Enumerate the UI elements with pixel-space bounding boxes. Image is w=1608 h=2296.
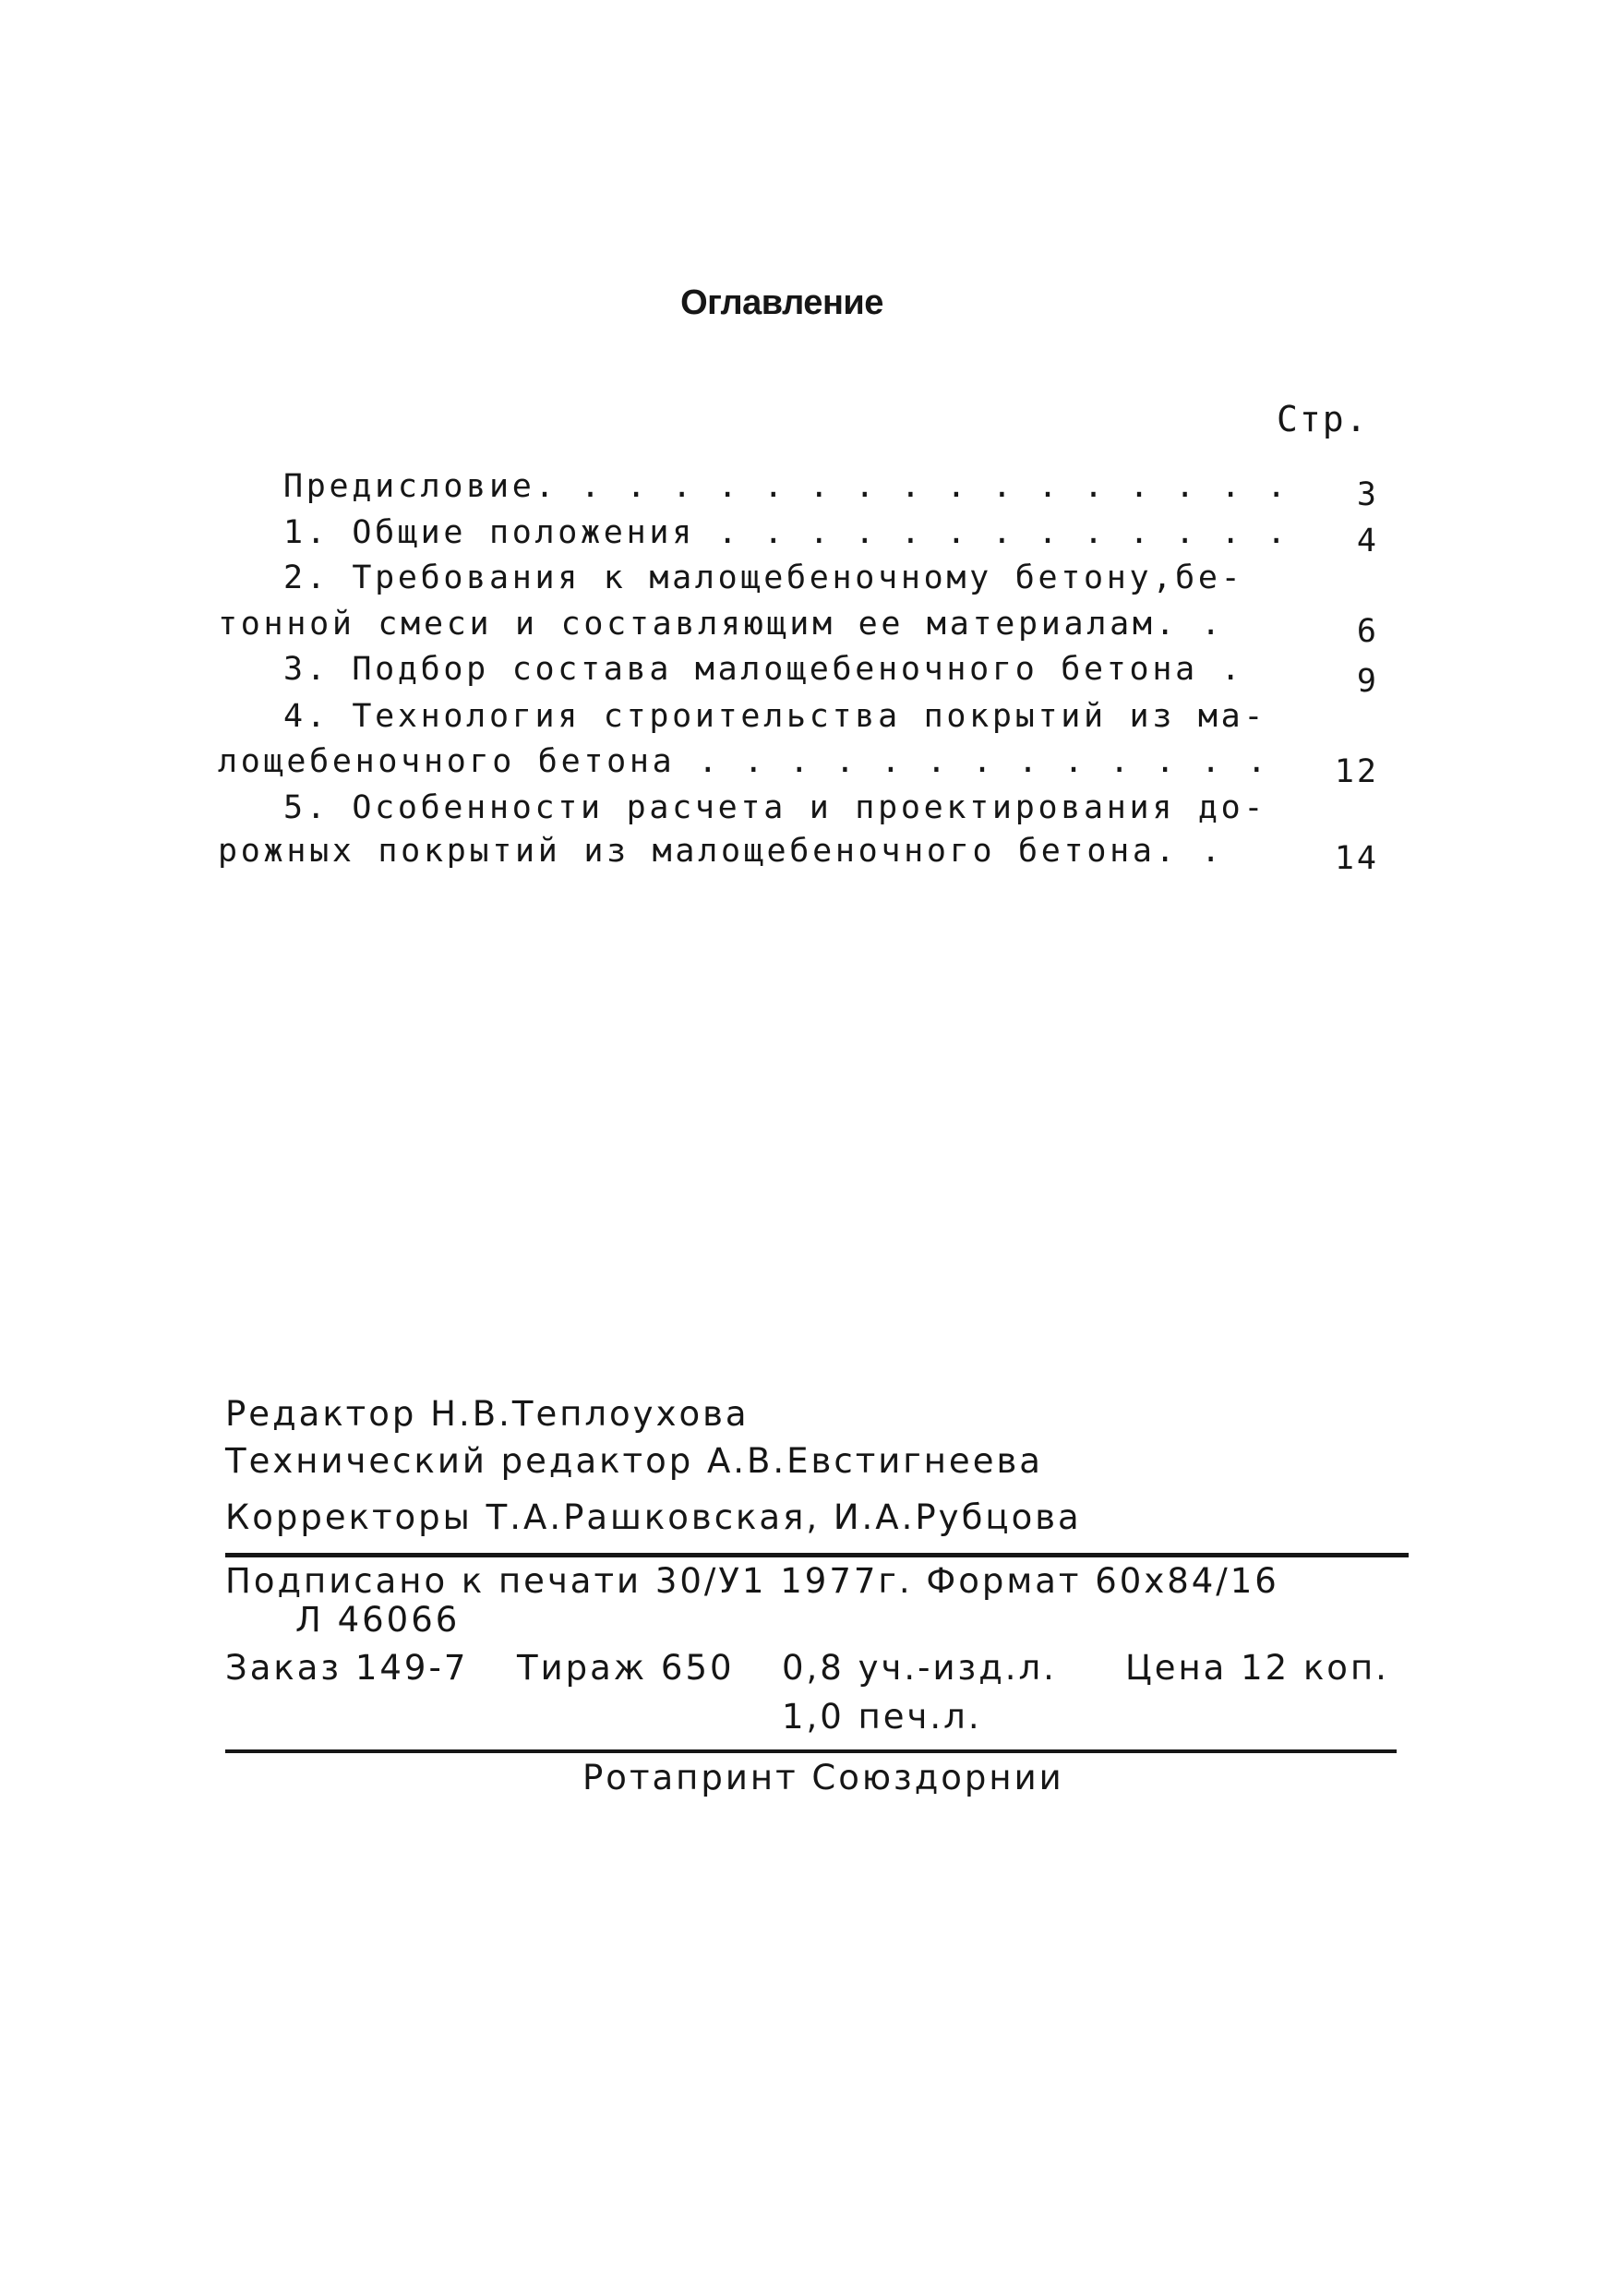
toc-entry-text: 4. Технология строительства покрытий из ма-	[283, 698, 1267, 735]
toc-page-number: 9	[1356, 663, 1379, 700]
imprint-license-number: Л 46066	[295, 1600, 461, 1640]
imprint-order-number: Заказ 149-7	[225, 1648, 469, 1688]
page-column-header: Стр.	[1277, 399, 1369, 439]
divider	[225, 1553, 1409, 1557]
toc-page-number: 4	[1356, 523, 1379, 559]
toc-page-number: 14	[1334, 840, 1379, 877]
divider	[225, 1749, 1397, 1753]
imprint-printed-sheets: 1,0 печ.л.	[782, 1697, 982, 1737]
toc-page-number: 12	[1334, 753, 1379, 790]
toc-entry-text: 3. Подбор состава малощебеночного бетона .	[283, 651, 1244, 688]
toc-title: Оглавление	[680, 283, 883, 322]
imprint-price: Цена 12 коп.	[1125, 1648, 1389, 1688]
toc-entry-text-continuation: лощебеночного бетона . . . . . . . . . . . . .	[218, 743, 1270, 780]
imprint-proofreaders: Корректоры Т.А.Рашковская, И.А.Рубцова	[225, 1497, 1082, 1537]
toc-entry-text: 5. Особенности расчета и проектирования до-	[283, 789, 1267, 826]
imprint-technical-editor: Технический редактор А.В.Евстигнеева	[225, 1441, 1043, 1481]
imprint-editor: Редактор Н.В.Теплоухова	[225, 1394, 750, 1434]
toc-entry-text: 1. Общие положения . . . . . . . . . . . . .	[283, 514, 1290, 551]
toc-page-number: 3	[1356, 476, 1379, 513]
toc-entry-text-continuation: тонной смеси и составляющим ее материалам. .	[218, 606, 1224, 643]
toc-page-number: 6	[1356, 613, 1379, 650]
toc-entry-text: Предисловие. . . . . . . . . . . . . . . . .	[283, 468, 1290, 505]
toc-entry-text-continuation: рожных покрытий из малощебеночного бетона. .	[218, 833, 1224, 870]
imprint-publisher-sheets: 0,8 уч.-изд.л.	[782, 1648, 1057, 1688]
imprint-printer: Ротапринт Союздорнии	[582, 1758, 1064, 1797]
imprint-signed-for-print: Подписано к печати 30/У1 1977г. Формат 60х84/16	[225, 1561, 1279, 1601]
imprint-print-run: Тираж 650	[517, 1648, 735, 1688]
toc-entry-text: 2. Требования к малощебеночному бетону,бе-	[283, 559, 1244, 596]
